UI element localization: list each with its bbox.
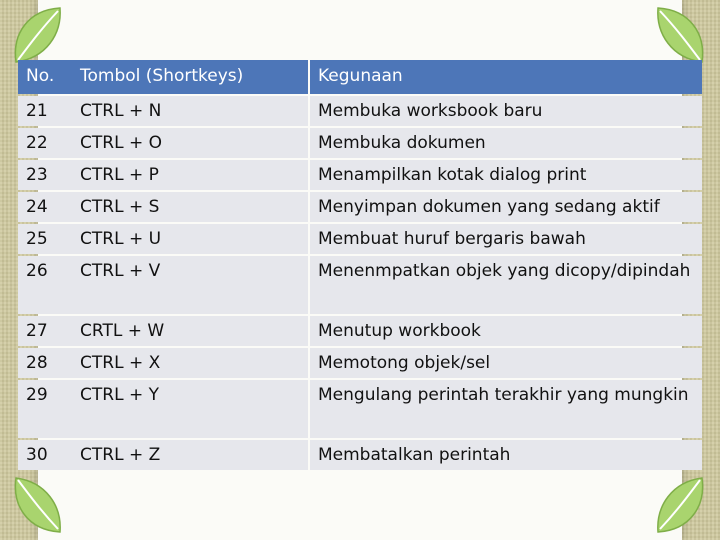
row-no: 26 (18, 256, 72, 314)
row-usage: Menampilkan kotak dialog print (310, 160, 702, 190)
header-kegunaan: Kegunaan (310, 60, 702, 94)
row-shortkey: CTRL + O (72, 128, 310, 158)
row-usage: Memotong objek/sel (310, 348, 702, 378)
row-shortkey: CTRL + N (72, 96, 310, 126)
row-usage: Menyimpan dokumen yang sedang aktif (310, 192, 702, 222)
row-no: 30 (18, 440, 72, 470)
leaf-icon (650, 474, 710, 536)
row-shortkey: CRTL + W (72, 316, 310, 346)
table-row (18, 224, 702, 254)
header-shortkeys: Tombol (Shortkeys) (72, 60, 310, 94)
row-usage: Menutup workbook (310, 316, 702, 346)
table-row (18, 192, 702, 222)
table-row (18, 128, 702, 158)
row-shortkey: CTRL + Y (72, 380, 310, 438)
leaf-icon (650, 4, 710, 66)
row-no: 28 (18, 348, 72, 378)
row-no: 29 (18, 380, 72, 438)
row-usage: Menenmpatkan objek yang dicopy/dipindah (310, 256, 702, 314)
row-no: 21 (18, 96, 72, 126)
row-no: 25 (18, 224, 72, 254)
row-no: 22 (18, 128, 72, 158)
row-usage: Mengulang perintah terakhir yang mungkin (310, 380, 702, 438)
leaf-icon (8, 474, 68, 536)
table-row (18, 380, 702, 438)
table-row (18, 160, 702, 190)
row-shortkey: CTRL + U (72, 224, 310, 254)
table-row (18, 316, 702, 346)
row-shortkey: CTRL + P (72, 160, 310, 190)
row-usage: Membuka worksbook baru (310, 96, 702, 126)
table-row (18, 96, 702, 126)
row-no: 27 (18, 316, 72, 346)
row-shortkey: CTRL + X (72, 348, 310, 378)
header-no: No. (18, 60, 72, 94)
row-usage: Membuka dokumen (310, 128, 702, 158)
row-usage: Membuat huruf bergaris bawah (310, 224, 702, 254)
row-no: 24 (18, 192, 72, 222)
row-shortkey: CTRL + V (72, 256, 310, 314)
table-row (18, 256, 702, 314)
row-shortkey: CTRL + S (72, 192, 310, 222)
shortcut-table (18, 58, 702, 472)
row-shortkey: CTRL + Z (72, 440, 310, 470)
row-usage: Membatalkan perintah (310, 440, 702, 470)
table-header-row (18, 60, 702, 94)
table-row (18, 348, 702, 378)
table-row (18, 440, 702, 470)
row-no: 23 (18, 160, 72, 190)
leaf-icon (8, 4, 68, 66)
